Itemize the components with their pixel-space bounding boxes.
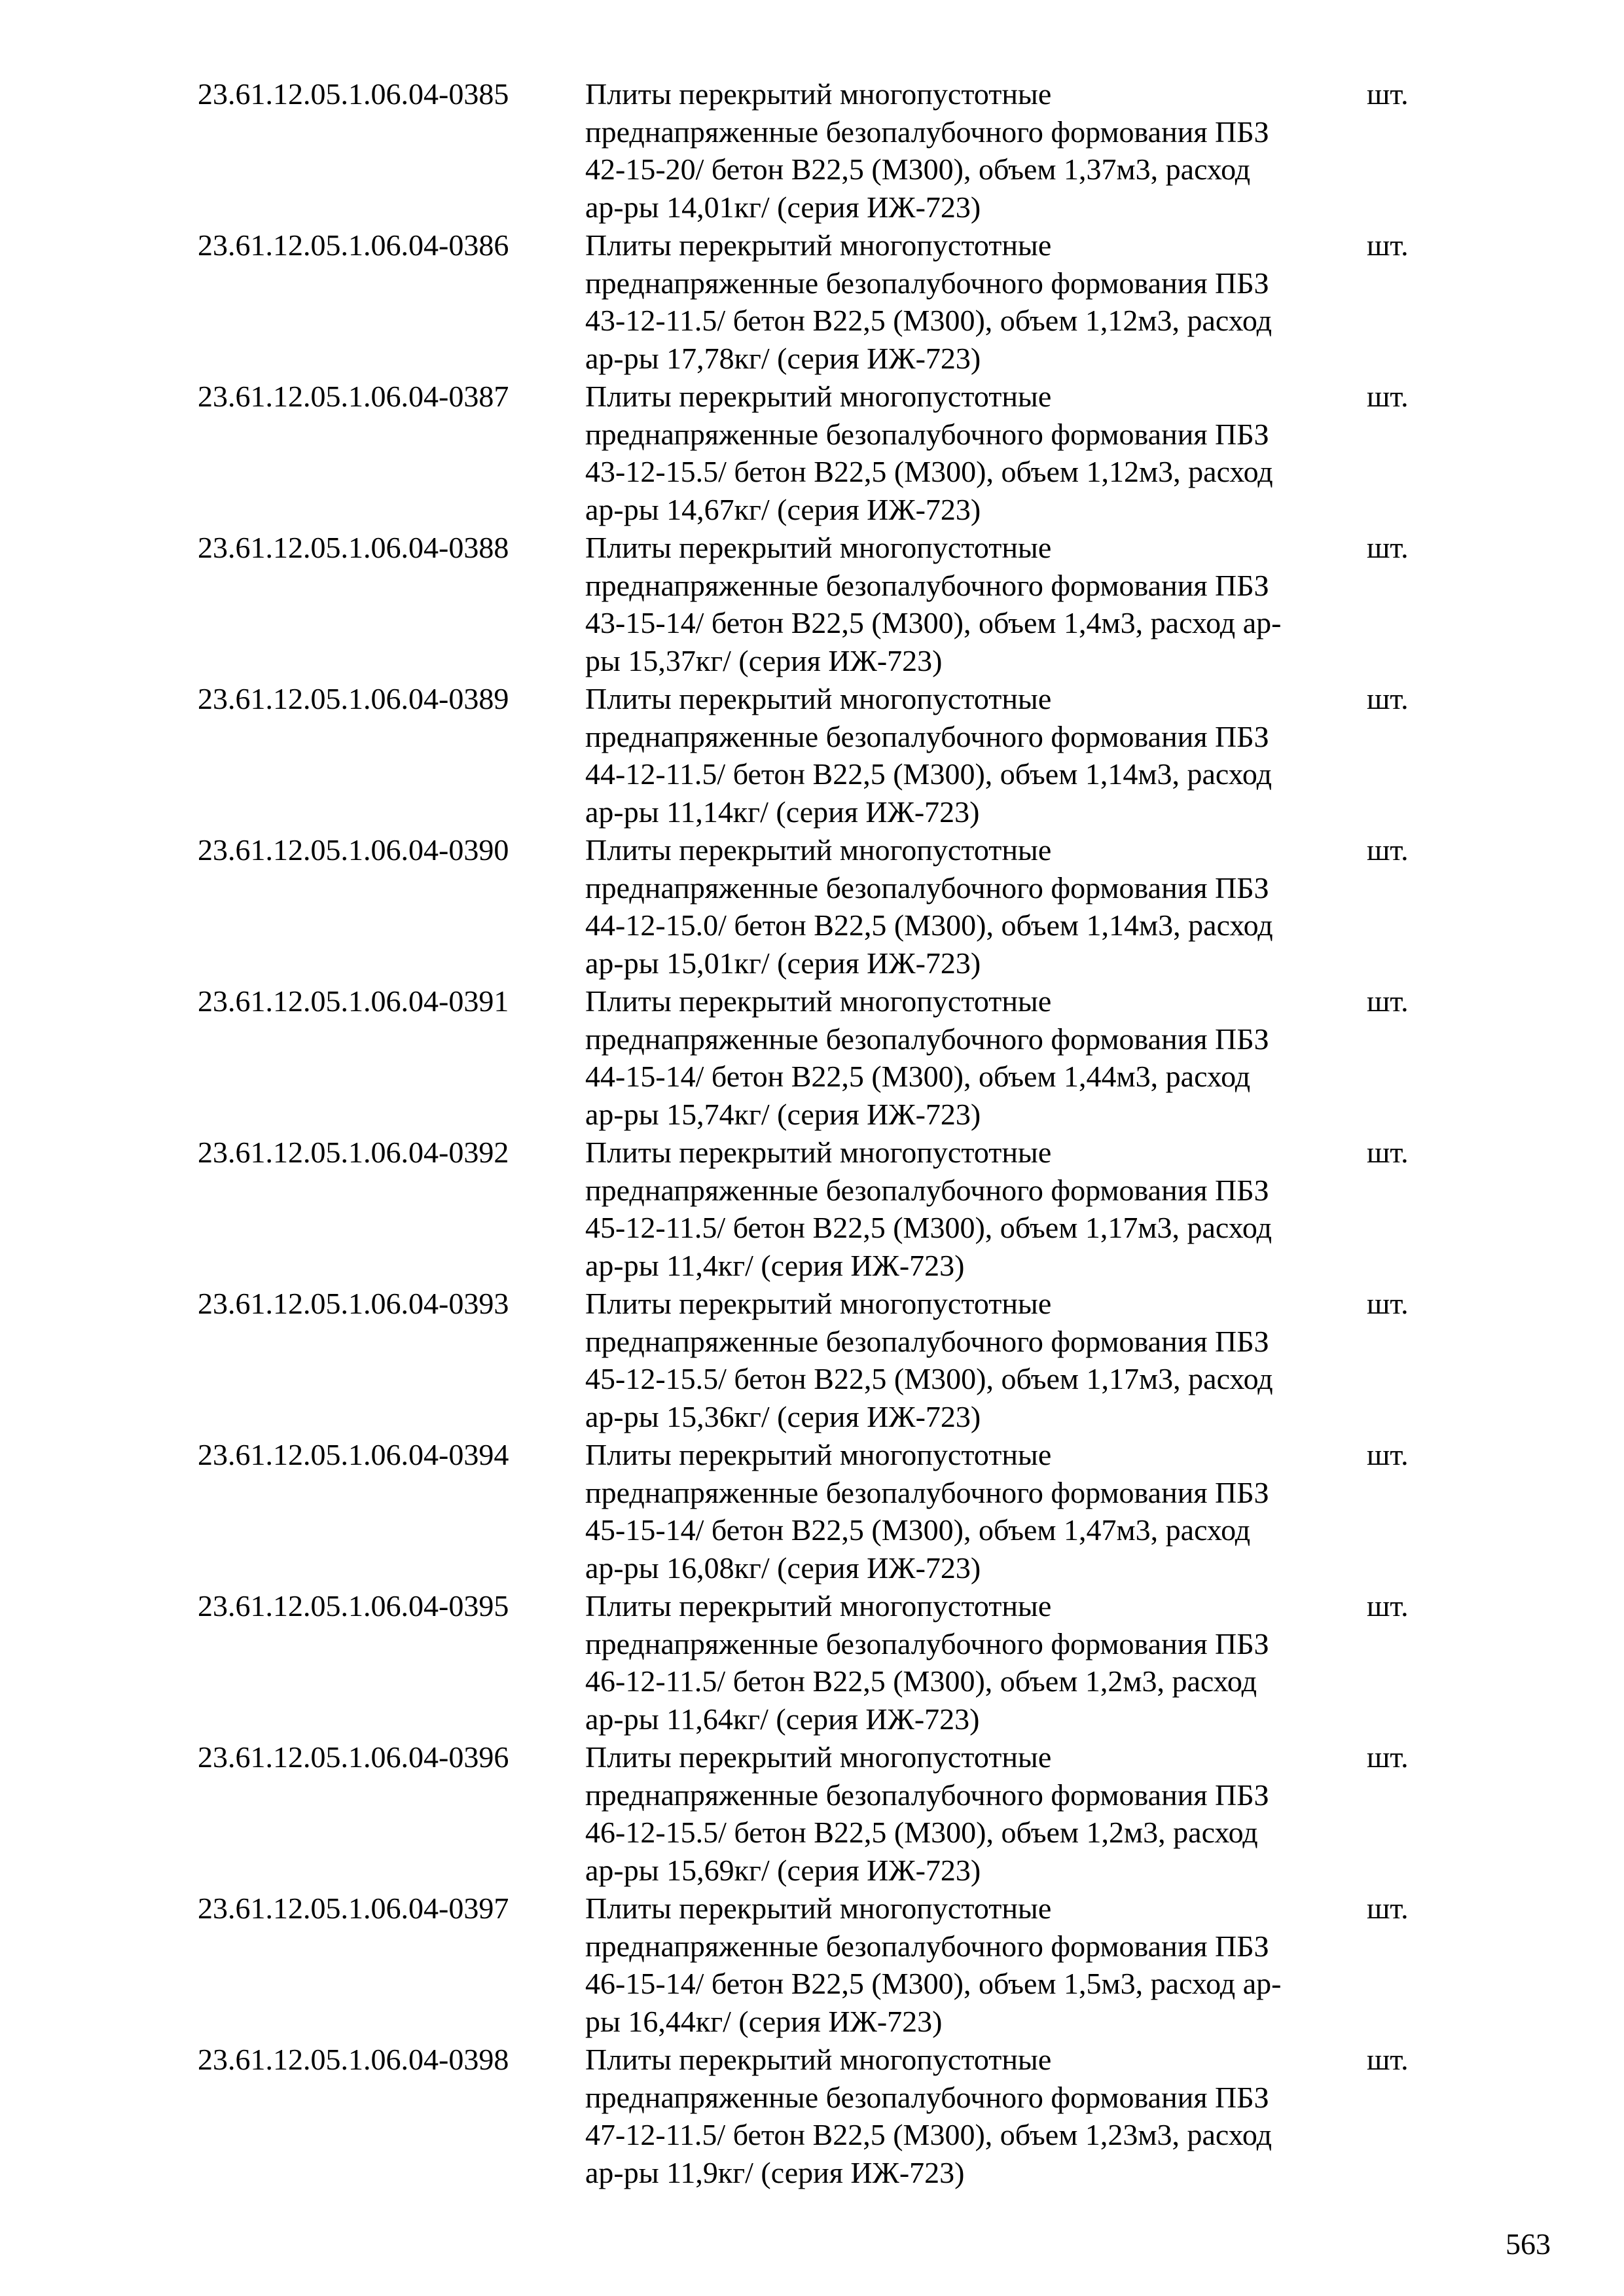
resource-description [585, 680, 1361, 831]
description-line: преднапряженные безопалубочного формования ПБЗ [585, 417, 1269, 451]
description-line: преднапряженные безопалубочного формования ПБЗ [585, 1778, 1269, 1812]
description-line: Плиты перекрытий многопустотные [585, 1287, 1052, 1320]
description-line: Плиты перекрытий многопустотные [585, 1136, 1052, 1169]
table-row [0, 1436, 1624, 1587]
resource-code: 23.61.12.05.1.06.04-0396 [198, 1740, 509, 1774]
resource-code: 23.61.12.05.1.06.04-0387 [198, 380, 509, 413]
resource-description [585, 1285, 1361, 1435]
description-line: Плиты перекрытий многопустотные [585, 380, 1052, 413]
unit-of-measure: шт. [1367, 1438, 1409, 1471]
unit-of-measure: шт. [1367, 1740, 1409, 1774]
description-line: 45-12-11.5/ бетон В22,5 (М300), объем 1,17м3, расход [585, 1211, 1272, 1244]
description-line: 44-12-15.0/ бетон В22,5 (М300), объем 1,14м3, расход [585, 908, 1273, 942]
description-line: ры 16,44кг/ (серия ИЖ-723) [585, 2004, 943, 2038]
description-line: Плиты перекрытий многопустотные [585, 531, 1052, 564]
description-line: Плиты перекрытий многопустотные [585, 984, 1052, 1018]
description-line: 43-12-15.5/ бетон В22,5 (М300), объем 1,12м3, расход [585, 455, 1273, 488]
table-row [0, 1134, 1624, 1285]
unit-of-measure: шт. [1367, 1287, 1409, 1320]
description-line: 44-15-14/ бетон В22,5 (М300), объем 1,44м3, расход [585, 1060, 1251, 1093]
resource-description [585, 1890, 1361, 2040]
description-line: 43-15-14/ бетон В22,5 (М300), объем 1,4м3, расход ар- [585, 606, 1282, 639]
resource-description [585, 1587, 1361, 1738]
unit-of-measure: шт. [1367, 380, 1409, 413]
description-line: 47-12-11.5/ бетон В22,5 (М300), объем 1,23м3, расход [585, 2118, 1272, 2151]
description-line: преднапряженные безопалубочного формования ПБЗ [585, 870, 1269, 905]
unit-of-measure: шт. [1367, 1136, 1409, 1169]
description-line: Плиты перекрытий многопустотные [585, 1892, 1052, 1925]
description-line: ар-ры 15,01кг/ (серия ИЖ-723) [585, 946, 981, 980]
description-line: Плиты перекрытий многопустотные [585, 2043, 1052, 2076]
description-line: 43-12-11.5/ бетон В22,5 (М300), объем 1,12м3, расход [585, 304, 1272, 337]
table-row [0, 982, 1624, 1134]
description-line: Плиты перекрытий многопустотные [585, 1740, 1052, 1774]
description-line: преднапряженные безопалубочного формования ПБЗ [585, 1324, 1269, 1358]
table-row [0, 529, 1624, 680]
unit-of-measure: шт. [1367, 984, 1409, 1018]
description-line: ар-ры 11,9кг/ (серия ИЖ-723) [585, 2155, 965, 2189]
resource-description [585, 1738, 1361, 1889]
table-row [0, 2041, 1624, 2192]
description-line: преднапряженные безопалубочного формования ПБЗ [585, 1929, 1269, 1963]
unit-of-measure: шт. [1367, 682, 1409, 715]
resource-code: 23.61.12.05.1.06.04-0393 [198, 1287, 509, 1320]
unit-of-measure: шт. [1367, 1589, 1409, 1623]
resource-description [585, 831, 1361, 982]
table-row [0, 1587, 1624, 1738]
description-line: ар-ры 16,08кг/ (серия ИЖ-723) [585, 1551, 981, 1585]
description-line: Плиты перекрытий многопустотные [585, 1589, 1052, 1623]
table-row [0, 226, 1624, 378]
description-line: ар-ры 15,36кг/ (серия ИЖ-723) [585, 1399, 981, 1433]
description-line: ар-ры 15,69кг/ (серия ИЖ-723) [585, 1853, 981, 1887]
resource-code: 23.61.12.05.1.06.04-0386 [198, 228, 509, 262]
description-line: 46-15-14/ бетон В22,5 (М300), объем 1,5м3, расход ар- [585, 1967, 1282, 2000]
description-line: ар-ры 11,4кг/ (серия ИЖ-723) [585, 1248, 965, 1282]
resource-code: 23.61.12.05.1.06.04-0388 [198, 531, 509, 564]
description-line: ры 15,37кг/ (серия ИЖ-723) [585, 643, 943, 677]
description-line: Плиты перекрытий многопустотные [585, 77, 1052, 111]
description-line: 42-15-20/ бетон В22,5 (М300), объем 1,37м3, расход [585, 152, 1251, 186]
description-line: ар-ры 11,14кг/ (серия ИЖ-723) [585, 795, 980, 829]
description-line: ар-ры 14,67кг/ (серия ИЖ-723) [585, 492, 981, 526]
description-line: ар-ры 15,74кг/ (серия ИЖ-723) [585, 1097, 981, 1131]
description-line: ар-ры 14,01кг/ (серия ИЖ-723) [585, 190, 981, 224]
unit-of-measure: шт. [1367, 1892, 1409, 1925]
description-line: Плиты перекрытий многопустотные [585, 1438, 1052, 1471]
description-line: преднапряженные безопалубочного формования ПБЗ [585, 2080, 1269, 2114]
table-row [0, 378, 1624, 529]
description-line: преднапряженные безопалубочного формования ПБЗ [585, 1475, 1269, 1509]
resource-code: 23.61.12.05.1.06.04-0389 [198, 682, 509, 715]
table-row [0, 1738, 1624, 1890]
table-row [0, 75, 1624, 226]
page-number: 563 [1506, 2227, 1551, 2261]
description-line: 45-12-15.5/ бетон В22,5 (М300), объем 1,17м3, расход [585, 1362, 1273, 1395]
resource-description [585, 982, 1361, 1133]
price-list-table [0, 75, 1624, 2192]
description-line: 46-12-11.5/ бетон В22,5 (М300), объем 1,2м3, расход [585, 1664, 1257, 1698]
unit-of-measure: шт. [1367, 2043, 1409, 2076]
description-line: преднапряженные безопалубочного формования ПБЗ [585, 719, 1269, 753]
resource-code: 23.61.12.05.1.06.04-0394 [198, 1438, 509, 1471]
description-line: преднапряженные безопалубочного формования ПБЗ [585, 115, 1269, 149]
unit-of-measure: шт. [1367, 77, 1409, 111]
resource-code: 23.61.12.05.1.06.04-0395 [198, 1589, 509, 1623]
resource-code: 23.61.12.05.1.06.04-0392 [198, 1136, 509, 1169]
table-row [0, 1285, 1624, 1436]
resource-code: 23.61.12.05.1.06.04-0391 [198, 984, 509, 1018]
unit-of-measure: шт. [1367, 531, 1409, 564]
table-row [0, 680, 1624, 831]
description-line: преднапряженные безопалубочного формования ПБЗ [585, 1173, 1269, 1207]
resource-description [585, 378, 1361, 528]
resource-code: 23.61.12.05.1.06.04-0397 [198, 1892, 509, 1925]
table-row [0, 831, 1624, 982]
description-line: Плиты перекрытий многопустотные [585, 682, 1052, 715]
unit-of-measure: шт. [1367, 833, 1409, 867]
unit-of-measure: шт. [1367, 228, 1409, 262]
description-line: ар-ры 17,78кг/ (серия ИЖ-723) [585, 341, 981, 375]
description-line: преднапряженные безопалубочного формования ПБЗ [585, 1626, 1269, 1660]
description-line: 44-12-11.5/ бетон В22,5 (М300), объем 1,14м3, расход [585, 757, 1272, 791]
description-line: преднапряженные безопалубочного формования ПБЗ [585, 266, 1269, 300]
resource-description [585, 529, 1361, 679]
resource-description [585, 75, 1361, 226]
description-line: 45-15-14/ бетон В22,5 (М300), объем 1,47м3, расход [585, 1513, 1251, 1547]
description-line: Плиты перекрытий многопустотные [585, 833, 1052, 867]
description-line: Плиты перекрытий многопустотные [585, 228, 1052, 262]
resource-code: 23.61.12.05.1.06.04-0390 [198, 833, 509, 867]
resource-code: 23.61.12.05.1.06.04-0385 [198, 77, 509, 111]
description-line: преднапряженные безопалубочного формования ПБЗ [585, 568, 1269, 602]
resource-code: 23.61.12.05.1.06.04-0398 [198, 2043, 509, 2076]
resource-description [585, 226, 1361, 377]
resource-description [585, 1134, 1361, 1284]
description-line: 46-12-15.5/ бетон В22,5 (М300), объем 1,2м3, расход [585, 1816, 1258, 1849]
table-row [0, 1890, 1624, 2041]
description-line: ар-ры 11,64кг/ (серия ИЖ-723) [585, 1702, 980, 1736]
description-line: преднапряженные безопалубочного формования ПБЗ [585, 1022, 1269, 1056]
resource-description [585, 2041, 1361, 2191]
resource-description [585, 1436, 1361, 1587]
